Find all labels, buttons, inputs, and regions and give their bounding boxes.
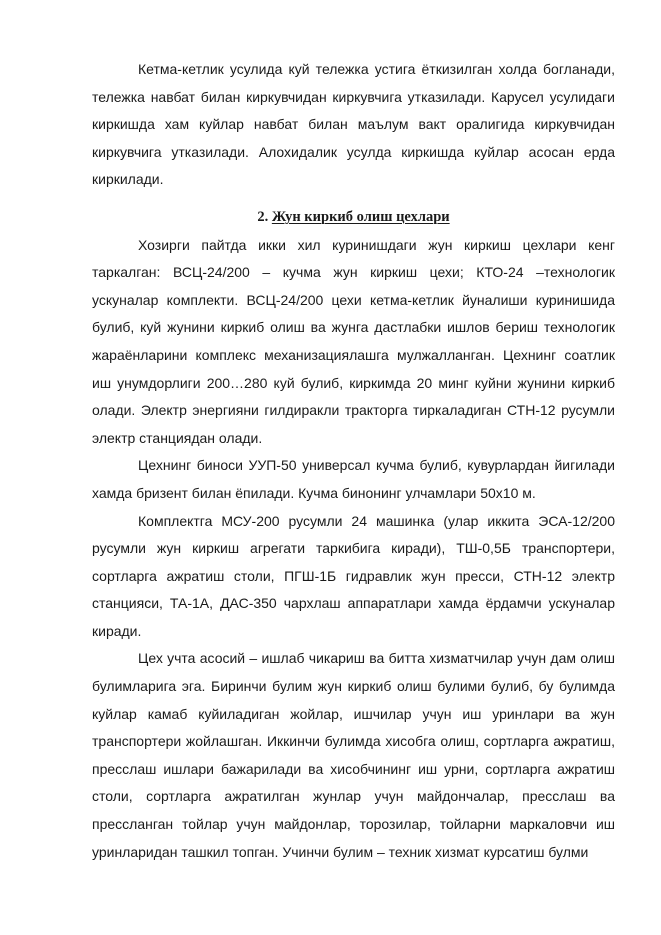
section-number: 2. — [257, 208, 269, 225]
section-paragraph-1: Хозирги пайтда икки хил куринишдаги жун киркиш цехлари кенг таркалган: ВСЦ-24/200 – кучма жун киркиш цехи; КТО-24 –технологик ускуналар комплекти. ВСЦ-24/200 цехи кетма-кетлик йуналиши куринишида булиб, куй жунини киркиб олиш ва жунга дастлабки ишлов бериш технологик жараёнларини комплекс механизациялашга мулжалланган. Цехнинг соатлик иш унумдорлиги 200…280 куй булиб, киркимда 20 минг куйни жунини киркиб олади. Электр энергияни гилдиракли тракторга тиркаладиган СТН-12 русумли электр станциядан олади. — [92, 236, 615, 446]
section-title: Жун киркиб олиш цехлари — [271, 208, 450, 225]
intro-paragraph: Кетма-кетлик усулида куй тележка устига ёткизилган холда богланади, тележка навбат билан киркувчидан киркувчига утказилади. Карусел усулидаги киркишда хам куйлар навбат билан маълум вакт оралигида киркувчидан киркувчига утказилади. Алохидалик усулда киркишда куйлар асосан ерда киркилади. — [92, 61, 615, 188]
section-paragraph-4: Цех учта асосий – ишлаб чикариш ва битта хизматчилар учун дам олиш булимларига эга. Биринчи булим жун киркиб олиш булими булиб, бу булимда куйлар камаб куйиладиган жойлар, ишчилар учун иш уринлари ва жун транспортери жойлашган. Иккинчи булимда хисобга олиш, сортларга ажратиш, пресслаш ишлари бажарилади ва хисобчининг иш урни, сортларга ажратиш столи, сортларга ажратилган жунлар учун майдончалар, пресслаш ва прессланган тойлар учун майдонлар, торозилар, тойларни маркаловчи иш уринларидан ташкил топган. Учинчи булим – техник хизмат курсатиш булми — [92, 650, 615, 860]
section-heading — [92, 204, 615, 232]
document-page — [92, 56, 615, 866]
section-paragraph-3: Комплектга МСУ-200 русумли 24 машинка (улар иккита ЭСА-12/200 русумли жун киркиш агрегати таркибига киради), ТШ-0,5Б транспортери, сортларга ажратиш столи, ПГШ-1Б гидравлик жун пресси, СТН-12 электр станцияси, ТА-1А, ДАС-350 чархлаш аппаратлари хамда ёрдамчи ускуналар киради. — [92, 512, 615, 639]
section-paragraph-2: Цехнинг биноси УУП-50 универсал кучма булиб, кувурлардан йигилади хамда бризент билан ёпилади. Кучма бинонинг улчамлари 50х10 м. — [92, 457, 615, 501]
